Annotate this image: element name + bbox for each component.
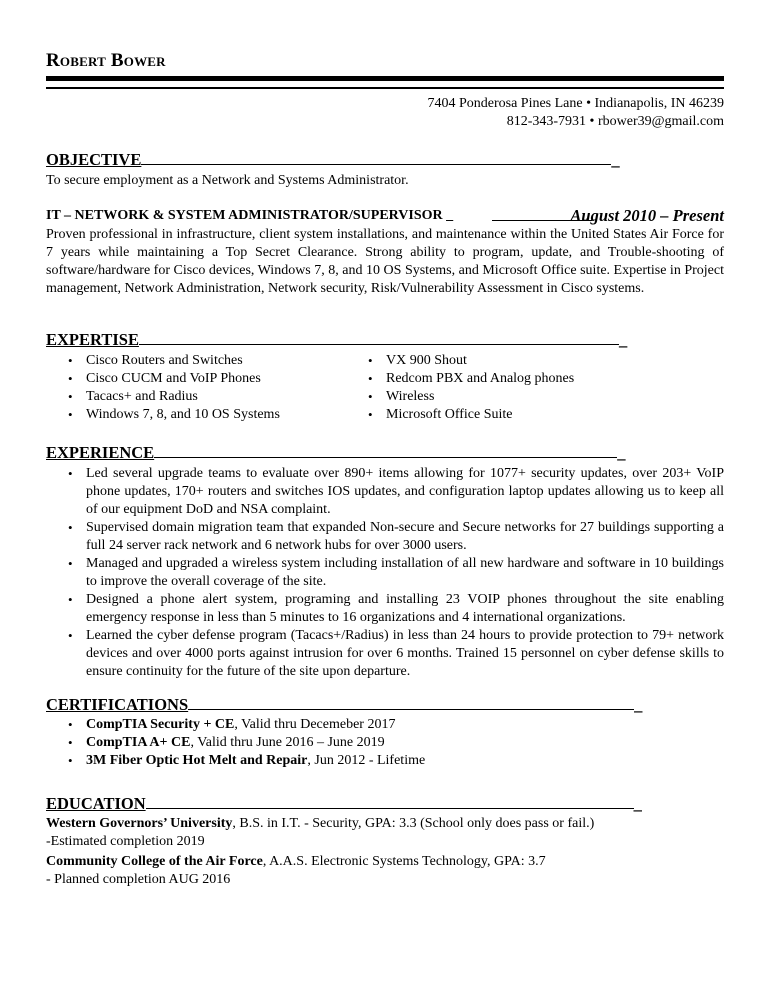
education-heading: EDUCATION _	[46, 794, 642, 813]
certifications-list	[62, 716, 702, 770]
degree-detail: , B.S. in I.T. - Security, GPA: 3.3 (School only does pass or fail.)	[232, 816, 595, 831]
header-rule-thick	[46, 76, 724, 81]
contact-block	[224, 95, 724, 131]
expertise-left-list	[62, 352, 362, 424]
list-item: • Cisco CUCM and VoIP Phones	[68, 371, 261, 386]
list-item: • Microsoft Office Suite	[368, 407, 513, 422]
phone-email: 812-343-7931 • rbower39@gmail.com	[506, 114, 724, 129]
experience-list	[62, 465, 724, 681]
candidate-name: Robert Bower	[46, 50, 166, 71]
list-item: • Redcom PBX and Analog phones	[368, 371, 575, 386]
list-item: • Designed a phone alert system, programing and installing 23 VOIP phones throughout the site enabling emergency response in less than 5 minutes to 16 organizations and 4 international organizations.	[68, 592, 724, 625]
education-entry	[46, 815, 736, 851]
completion-note: -Estimated completion 2019	[46, 834, 205, 849]
list-item: • Learned the cyber defense program (Tacacs+/Radius) in less than 24 hours to provide protection to 79+ network devices and over 4000 ports against intrusion for over 6 months. Trained 15 personnel on cyber defense skills to ensure continuity for the future of the site upon departure.	[68, 628, 724, 679]
list-item: • Supervised domain migration team that expanded Non-secure and Secure networks for 27 buildings supporting a full 24 server rack network and 6 network hubs for over 3000 users.	[68, 520, 724, 553]
completion-note: - Planned completion AUG 2016	[46, 872, 231, 887]
school-name: Community College of the Air Force	[46, 854, 263, 869]
job-title: IT – NETWORK & SYSTEM ADMINISTRATOR/SUPERVISOR _	[46, 208, 454, 223]
certifications-heading: CERTIFICATIONS _	[46, 695, 643, 714]
school-name: Western Governors’ University	[46, 816, 233, 831]
header-rule-thin	[46, 87, 724, 89]
job-summary: Proven professional in infrastructure, client system installations, and maintenance within the United States Air Force for 7 years while maintaining a Top Secret Clearance. Strong ability to program, update, and Trouble-shooting of software/hardware for Cisco devices, Windows 7, 8, and 10 OS Systems, and Microsoft Office suite. Expertise in Project management, Network Administration, Network security, Risk/Vulnerability Assessment in Cisco systems.	[46, 227, 724, 296]
list-item: • Led several upgrade teams to evaluate over 890+ items allowing for 1077+ security updates, over 203+ VoIP phone updates, 170+ routers and switches IOS updates, and configuration laptop updates allowing us to keep all of our equipment DoD and NSA complaint.	[68, 466, 724, 517]
list-item: • Cisco Routers and Switches	[68, 353, 243, 368]
list-item: • CompTIA Security + CE, Valid thru Decemeber 2017	[68, 717, 396, 732]
expertise-heading: EXPERTISE _	[46, 330, 628, 349]
expertise-right-list	[362, 352, 682, 424]
objective-text: To secure employment as a Network and Systems Administrator.	[46, 173, 409, 188]
job-title-row	[46, 206, 724, 226]
experience-heading: EXPERIENCE _	[46, 443, 626, 462]
list-item: • Windows 7, 8, and 10 OS Systems	[68, 407, 280, 422]
list-item: • 3M Fiber Optic Hot Melt and Repair, Jun 2012 - Lifetime	[68, 753, 426, 768]
list-item: • Wireless	[368, 389, 435, 404]
degree-detail: , A.A.S. Electronic Systems Technology, GPA: 3.7	[262, 854, 546, 869]
list-item: • Managed and upgraded a wireless system including installation of all new hardware and software in 10 buildings to improve the overall coverage of the site.	[68, 556, 724, 589]
list-item: • Tacacs+ and Radius	[68, 389, 198, 404]
street-address: 7404 Ponderosa Pines Lane • Indianapolis, IN 46239	[427, 96, 724, 111]
list-item: • CompTIA A+ CE, Valid thru June 2016 – June 2019	[68, 735, 385, 750]
education-entry	[46, 853, 736, 889]
objective-heading: OBJECTIVE _	[46, 150, 620, 169]
list-item: • VX 900 Shout	[368, 353, 467, 368]
job-dates: August 2010 – Present	[570, 206, 724, 225]
